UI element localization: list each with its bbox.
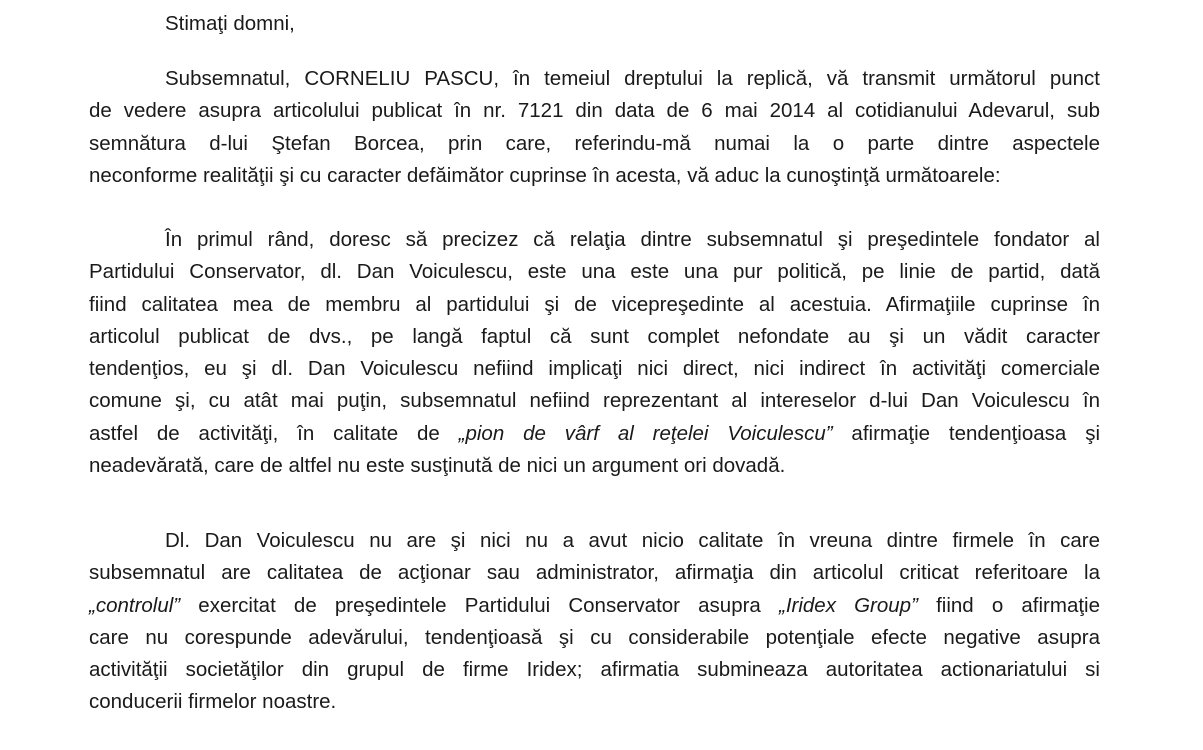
paragraph-line: Partidului Conservator, dl. Dan Voiculescu, este una este una pur politică, pe linie de partid, dată bbox=[89, 260, 1100, 284]
line-text: afirmaţie tendenţioasa şi bbox=[832, 421, 1100, 445]
paragraph-line: tendenţios, eu şi dl. Dan Voiculescu nefiind implicaţi nici direct, nici indirect în activităţi comerciale bbox=[89, 357, 1100, 381]
paragraph-line: comune şi, cu atât mai puţin, subsemnatul nefiind reprezentant al intereselor d-lui Dan Voiculescu în bbox=[89, 389, 1100, 413]
paragraph-line: neadevărată, care de altfel nu este susţinută de nici un argument ori dovadă. bbox=[89, 454, 786, 478]
paragraph-1 bbox=[89, 63, 1100, 192]
paragraph-3 bbox=[89, 525, 1100, 719]
paragraph-line: Dl. Dan Voiculescu nu are şi nici nu a avut nicio calitate în vreuna dintre firmele în care bbox=[165, 529, 1100, 552]
paragraph-line bbox=[89, 590, 1100, 622]
paragraph-line: neconforme realităţii şi cu caracter defăimător cuprinse în acesta, vă aduc la cunoştinţă următoarele: bbox=[89, 163, 1001, 187]
paragraph-line bbox=[89, 418, 1100, 450]
line-text: exercitat de preşedintele Partidului Conservator asupra bbox=[180, 593, 779, 617]
paragraph-line: subsemnatul are calitatea de acţionar sau administrator, afirmaţia din articolul criticat referitoare la bbox=[89, 561, 1100, 585]
line-text: fiind o afirmaţie bbox=[917, 593, 1100, 617]
greeting: Stimaţi domni, bbox=[165, 12, 295, 35]
quoted-phrase: „Iridex Group” bbox=[779, 593, 918, 617]
paragraph-line: articolul publicat de dvs., pe langă faptul că sunt complet nefondate au şi un vădit caracter bbox=[89, 324, 1100, 348]
paragraph-line: Subsemnatul, CORNELIU PASCU, în temeiul dreptului la replică, vă transmit următorul punct bbox=[165, 67, 1100, 90]
line-text: astfel de activităţi, în calitate de bbox=[89, 421, 459, 445]
paragraph-line: conducerii firmelor noastre. bbox=[89, 690, 337, 714]
paragraph-line: de vedere asupra articolului publicat în nr. 7121 din data de 6 mai 2014 al cotidianului Adevarul, sub bbox=[89, 99, 1100, 123]
paragraph-line: semnătura d-lui Ştefan Borcea, prin care, referindu-mă numai la o parte dintre aspectele bbox=[89, 131, 1100, 155]
paragraph-line: activităţii societăţilor din grupul de firme Iridex; afirmatia submineaza autoritatea actionariatului si bbox=[89, 658, 1100, 682]
paragraph-line: care nu corespunde adevărului, tendenţioasă şi cu considerabile potenţiale efecte negative asupra bbox=[89, 625, 1100, 649]
paragraph-2 bbox=[89, 224, 1100, 482]
quoted-phrase: „controlul” bbox=[89, 593, 181, 617]
quoted-phrase: „pion de vârf al reţelei Voiculescu” bbox=[458, 421, 833, 445]
paragraph-line: În primul rând, doresc să precizez că relaţia dintre subsemnatul şi preşedintele fondator al bbox=[165, 228, 1100, 251]
paragraph-line: fiind calitatea mea de membru al partidului şi de vicepreşedinte al acestuia. Afirmaţiile cuprinse în bbox=[89, 292, 1100, 316]
